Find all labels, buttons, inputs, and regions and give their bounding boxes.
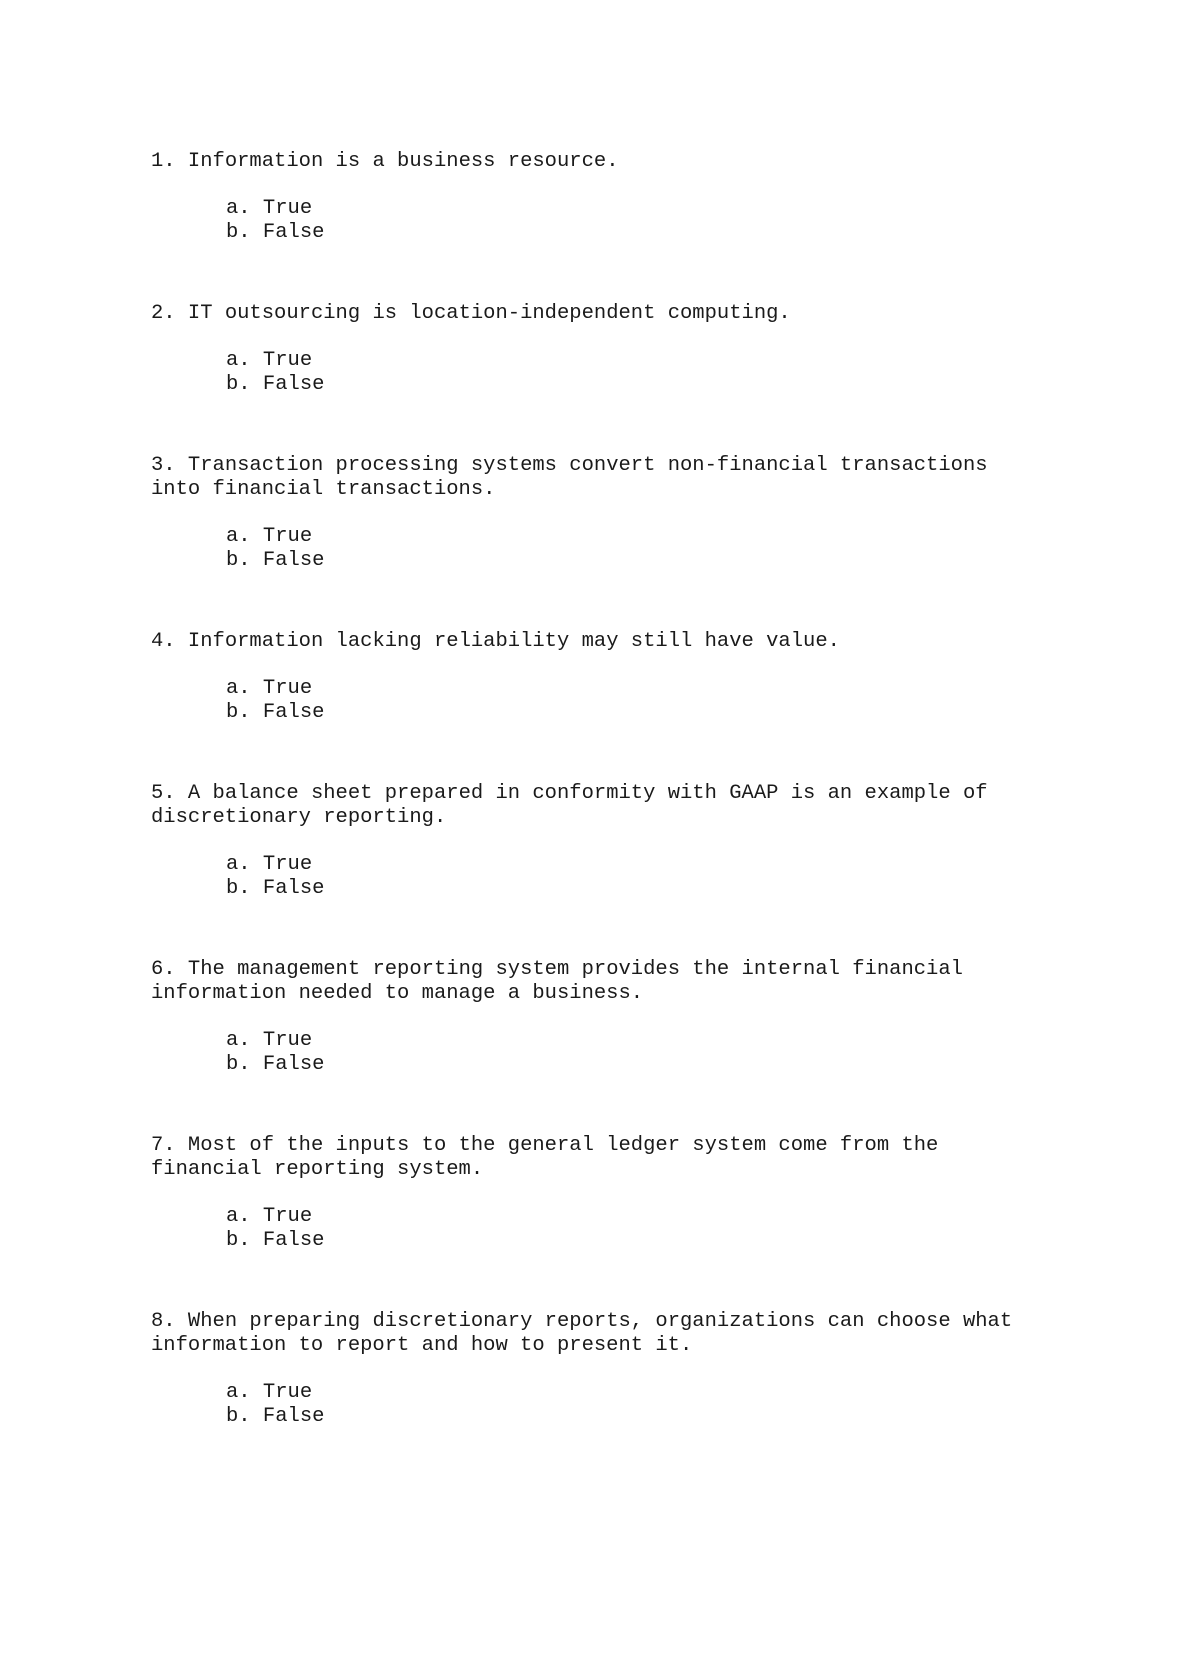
question-number: 2. bbox=[151, 302, 176, 325]
option-letter: b. bbox=[226, 1229, 251, 1252]
option-a[interactable] bbox=[226, 677, 1051, 701]
option-label: True bbox=[262, 1205, 313, 1228]
option-label: False bbox=[262, 877, 325, 900]
question-7 bbox=[151, 1134, 1051, 1310]
option-label: True bbox=[262, 525, 313, 548]
question-number: 3. bbox=[151, 454, 176, 477]
answer-options bbox=[151, 197, 1051, 245]
option-a[interactable] bbox=[226, 197, 1051, 221]
option-a[interactable] bbox=[226, 1381, 1051, 1405]
option-letter: a. bbox=[226, 525, 251, 548]
question-5 bbox=[151, 782, 1051, 958]
option-b[interactable] bbox=[226, 1405, 1051, 1429]
option-a[interactable] bbox=[226, 853, 1051, 877]
option-letter: a. bbox=[226, 677, 251, 700]
question-number: 5. bbox=[151, 782, 176, 805]
question-text: Most of the inputs to the general ledger system come from the financial reporting system. bbox=[151, 1134, 939, 1181]
option-letter: b. bbox=[226, 1053, 251, 1076]
question-stem bbox=[151, 1134, 1051, 1182]
question-stem bbox=[151, 302, 1051, 326]
option-label: True bbox=[262, 853, 313, 876]
option-b[interactable] bbox=[226, 1053, 1051, 1077]
question-6 bbox=[151, 958, 1051, 1134]
option-a[interactable] bbox=[226, 525, 1051, 549]
question-text: A balance sheet prepared in conformity with GAAP is an example of discretionary reporting. bbox=[151, 782, 988, 829]
option-b[interactable] bbox=[226, 373, 1051, 397]
option-b[interactable] bbox=[226, 701, 1051, 725]
option-label: True bbox=[262, 197, 313, 220]
question-stem bbox=[151, 150, 1051, 174]
option-label: True bbox=[262, 677, 313, 700]
option-b[interactable] bbox=[226, 1229, 1051, 1253]
question-text: When preparing discretionary reports, organizations can choose what information to report and how to present it. bbox=[151, 1310, 1013, 1357]
option-letter: a. bbox=[226, 349, 251, 372]
option-b[interactable] bbox=[226, 549, 1051, 573]
question-list bbox=[151, 150, 1051, 1486]
option-letter: a. bbox=[226, 853, 251, 876]
question-text: Transaction processing systems convert non-financial transactions into financial transactions. bbox=[151, 454, 988, 501]
option-letter: b. bbox=[226, 1405, 251, 1428]
question-1 bbox=[151, 150, 1051, 302]
option-label: True bbox=[262, 1029, 313, 1052]
option-a[interactable] bbox=[226, 1205, 1051, 1229]
question-stem bbox=[151, 1310, 1051, 1358]
option-a[interactable] bbox=[226, 349, 1051, 373]
question-4 bbox=[151, 630, 1051, 782]
option-letter: a. bbox=[226, 1381, 251, 1404]
question-stem bbox=[151, 958, 1051, 1006]
option-label: True bbox=[262, 349, 313, 372]
question-number: 4. bbox=[151, 630, 176, 653]
answer-options bbox=[151, 349, 1051, 397]
option-label: True bbox=[262, 1381, 313, 1404]
option-label: False bbox=[262, 1053, 325, 1076]
question-2 bbox=[151, 302, 1051, 454]
question-stem bbox=[151, 782, 1051, 830]
option-label: False bbox=[262, 549, 325, 572]
question-text: IT outsourcing is location-independent computing. bbox=[187, 302, 791, 325]
option-label: False bbox=[262, 701, 325, 724]
option-letter: a. bbox=[226, 197, 251, 220]
question-number: 1. bbox=[151, 150, 176, 173]
answer-options bbox=[151, 1205, 1051, 1253]
option-label: False bbox=[262, 221, 325, 244]
option-a[interactable] bbox=[226, 1029, 1051, 1053]
question-text: Information lacking reliability may still have value. bbox=[187, 630, 840, 653]
question-number: 7. bbox=[151, 1134, 176, 1157]
option-label: False bbox=[262, 1405, 325, 1428]
question-text: Information is a business resource. bbox=[187, 150, 619, 173]
answer-options bbox=[151, 1381, 1051, 1429]
option-letter: a. bbox=[226, 1205, 251, 1228]
question-3 bbox=[151, 454, 1051, 630]
option-letter: b. bbox=[226, 701, 251, 724]
question-number: 8. bbox=[151, 1310, 176, 1333]
answer-options bbox=[151, 677, 1051, 725]
answer-options bbox=[151, 853, 1051, 901]
question-stem bbox=[151, 630, 1051, 654]
question-number: 6. bbox=[151, 958, 176, 981]
option-letter: b. bbox=[226, 549, 251, 572]
option-letter: b. bbox=[226, 877, 251, 900]
option-letter: b. bbox=[226, 373, 251, 396]
option-letter: b. bbox=[226, 221, 251, 244]
option-label: False bbox=[262, 1229, 325, 1252]
answer-options bbox=[151, 1029, 1051, 1077]
option-letter: a. bbox=[226, 1029, 251, 1052]
option-label: False bbox=[262, 373, 325, 396]
question-8 bbox=[151, 1310, 1051, 1486]
answer-options bbox=[151, 525, 1051, 573]
question-stem bbox=[151, 454, 1051, 502]
question-text: The management reporting system provides the internal financial information needed to manage a business. bbox=[151, 958, 963, 1005]
option-b[interactable] bbox=[226, 877, 1051, 901]
option-b[interactable] bbox=[226, 221, 1051, 245]
